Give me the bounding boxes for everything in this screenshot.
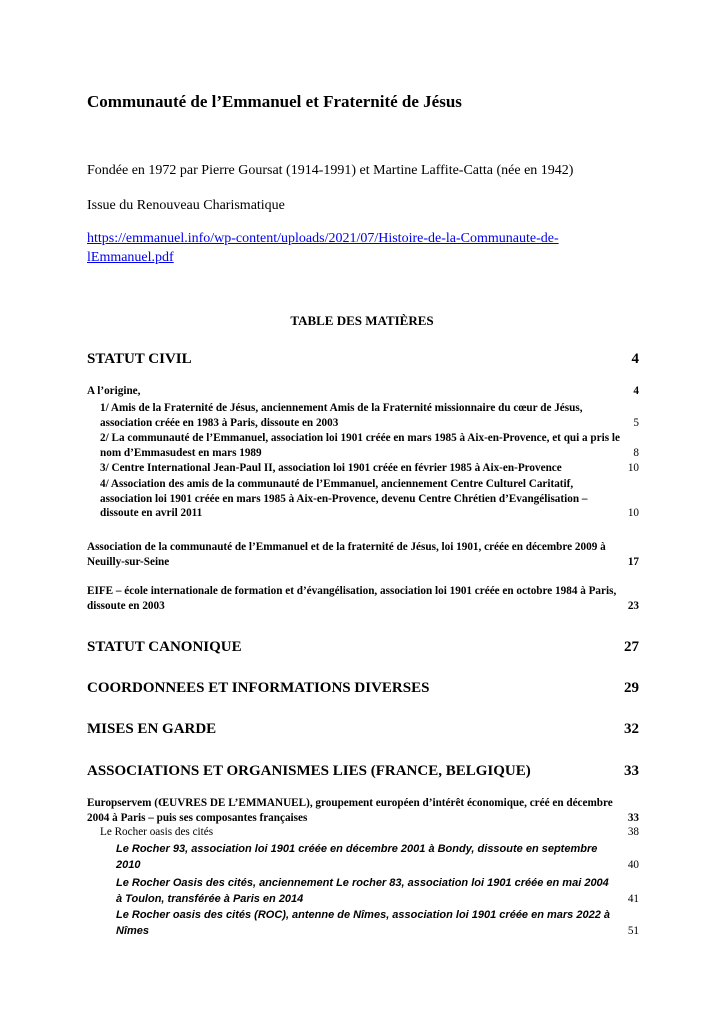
entry-label: Le Rocher oasis des cités (ROC), antenne de Nîmes, association loi 1901 créée en mars 2022 à Nîmes	[116, 909, 610, 937]
toc-heading-coordonnees[interactable]	[87, 680, 639, 697]
entry-page: 8	[633, 446, 639, 459]
heading-label: STATUT CANONIQUE	[87, 639, 242, 655]
heading-page: 32	[624, 721, 639, 737]
heading-page: 33	[624, 763, 639, 779]
toc-entry-item4[interactable]	[100, 477, 639, 521]
entry-label: Le Rocher Oasis des cités, anciennement Le rocher 83, association loi 1901 créée en mai 2004 à Toulon, transférée à Paris en 2014	[116, 877, 609, 905]
entry-label: 3/ Centre International Jean-Paul II, association loi 1901 créée en février 1985 à Aix-en-Provence	[100, 462, 562, 474]
entry-page: 17	[627, 555, 639, 568]
entry-label: Europservem (ŒUVRES DE L’EMMANUEL), groupement européen d’intérêt économique, créé en décembre 2004 à Paris – puis ses composantes françaises	[87, 797, 613, 824]
entry-label: 1/ Amis de la Fraternité de Jésus, anciennement Amis de la Fraternité missionnaire du cœur de Jésus, association créée en 1983 à Paris, dissoute en 2003	[100, 402, 583, 429]
document-title: Communauté de l’Emmanuel et Fraternité de Jésus	[87, 92, 462, 111]
entry-page: 40	[627, 858, 639, 871]
toc-heading-statut-canonique[interactable]	[87, 639, 639, 656]
founded-line: Fondée en 1972 par Pierre Goursat (1914-1991) et Martine Laffite-Catta (née en 1942)	[87, 163, 574, 178]
entry-page: 10	[627, 462, 639, 474]
toc-entry-item3[interactable]	[100, 461, 639, 476]
toc-entry-rocher83[interactable]	[116, 876, 639, 907]
history-link[interactable]: https://emmanuel.info/wp-content/uploads/2021/07/Histoire-de-la-Communaute-de-lEmmanuel.pdf	[87, 231, 559, 265]
entry-page: 41	[627, 892, 639, 905]
toc-heading-statut-civil[interactable]	[87, 351, 639, 368]
toc-entry-association[interactable]	[87, 540, 639, 569]
entry-label: Association de la communauté de l’Emmanuel et de la fraternité de Jésus, loi 1901, créée en décembre 2009 à Neuilly-sur-Seine	[87, 541, 606, 568]
toc-entry-rocher93[interactable]	[116, 842, 639, 873]
heading-label: STATUT CIVIL	[87, 351, 192, 367]
entry-page: 23	[627, 599, 639, 612]
entry-label: Le Rocher oasis des cités	[100, 826, 214, 838]
toc-entry-item2[interactable]	[100, 431, 639, 460]
entry-label: EIFE – école internationale de formation et d’évangélisation, association loi 1901 créée en octobre 1984 à Paris, dissoute en 2003	[87, 585, 617, 612]
toc-heading-mises-en-garde[interactable]	[87, 721, 639, 738]
toc-entry-item1[interactable]	[100, 401, 639, 430]
entry-page: 51	[627, 924, 639, 937]
entry-label: Le Rocher 93, association loi 1901 créée en décembre 2001 à Bondy, dissoute en septembre 2010	[116, 843, 598, 871]
heading-page: 4	[631, 351, 639, 367]
toc-entry-roc[interactable]	[116, 908, 639, 939]
toc-entry-europservem[interactable]	[87, 796, 639, 825]
origin-line: Issue du Renouveau Charismatique	[87, 198, 285, 213]
heading-page: 27	[624, 639, 639, 655]
heading-label: COORDONNEES ET INFORMATIONS DIVERSES	[87, 680, 430, 696]
entry-page: 10	[627, 507, 639, 519]
entry-page: 38	[627, 826, 639, 838]
toc-title: TABLE DES MATIÈRES	[290, 313, 434, 328]
entry-label: A l’origine,	[87, 385, 141, 397]
toc-entry-rocher[interactable]	[100, 826, 639, 838]
entry-label: 2/ La communauté de l’Emmanuel, association loi 1901 créée en mars 1985 à Aix-en-Provence, et qui a pris le nom d’Emmasudest en mars 1989	[100, 432, 620, 459]
entry-page: 33	[627, 811, 639, 824]
entry-page: 5	[633, 416, 639, 429]
toc-entry-origine[interactable]	[87, 384, 639, 399]
entry-page: 4	[633, 385, 639, 397]
toc-heading-associations[interactable]	[87, 763, 639, 780]
heading-label: MISES EN GARDE	[87, 721, 217, 737]
entry-label: 4/ Association des amis de la communauté de l’Emmanuel, anciennement Centre Culturel Caritatif, association loi 1901 créée en mars 1985 à Aix-en-Provence, devenu Centre Chrétien d’Evangélisation – dissoute en avril 2011	[100, 478, 588, 519]
toc-entry-eife[interactable]	[87, 584, 639, 613]
heading-label: ASSOCIATIONS ET ORGANISMES LIES (FRANCE, BELGIQUE)	[87, 763, 531, 779]
heading-page: 29	[624, 680, 639, 696]
